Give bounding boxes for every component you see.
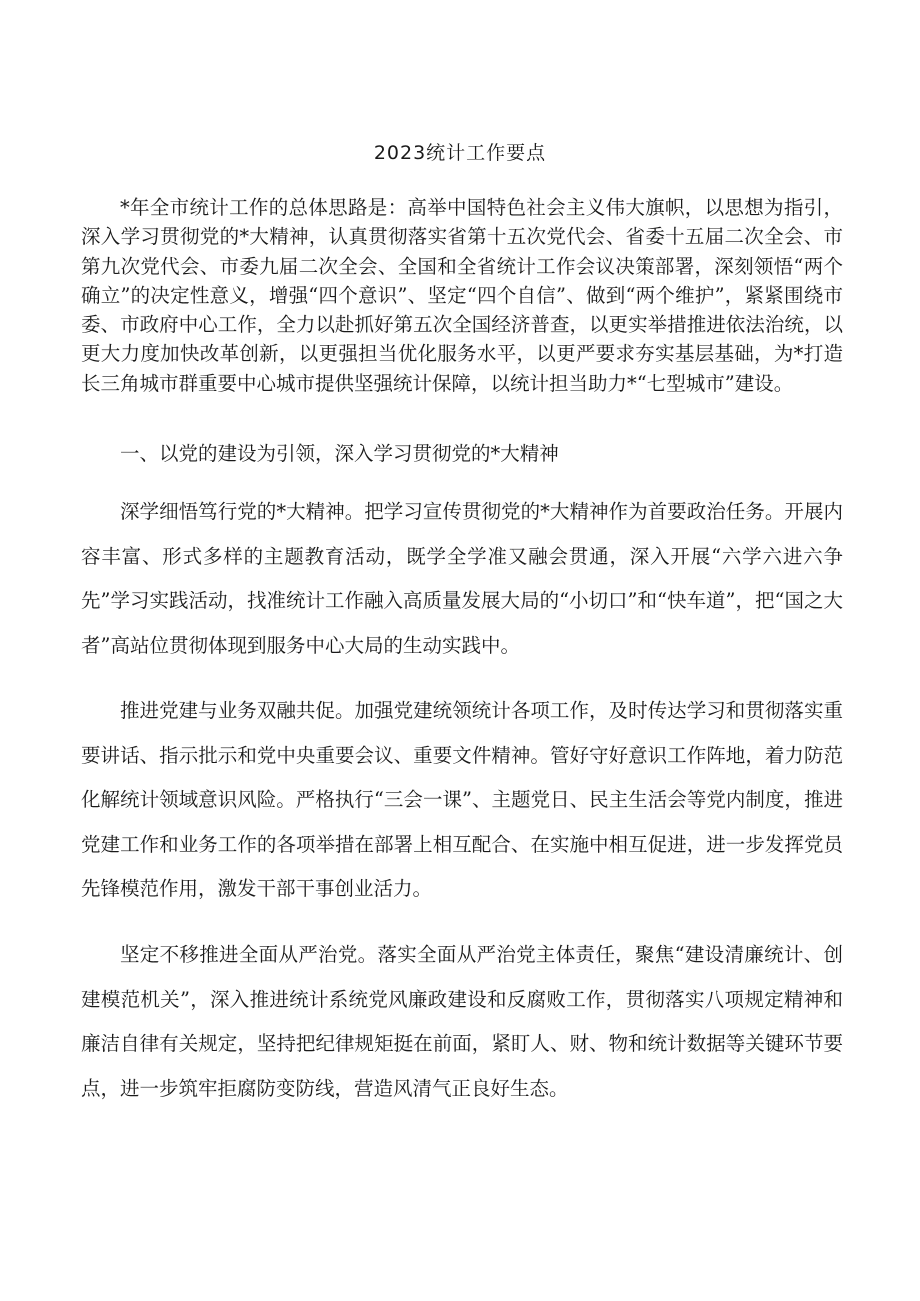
intro-paragraph: *年全市统计工作的总体思路是：高举中国特色社会主义伟大旗帜，以思想为指引，深入学习贯彻党的*大精神，认真贯彻落实省第十五次党代会、省委十五届二次全会、市第九次党代会、市委九届二次全会、全国和全省统计工作会议决策部署，深刻领悟“两个确立”的决定性意义，增强“四个意识”、坚定“四个自信”、做到“两个维护”，紧紧围绕市委、市政府中心工作，全力以赴抓好第五次全国经济普查，以更实举措推进依法治统，以更大力度加快改革创新，以更强担当优化服务水平，以更严要求夯实基层基础，为*打造长三角城市群重要中心城市提供坚强统计保障，以统计担当助力*“七型城市”建设。 [81, 196, 843, 395]
body-paragraph-discipline: 坚定不移推进全面从严治党。落实全面从严治党主体责任，聚焦“建设清廉统计、创建模范机关”，深入推进统计系统党风廉政建设和反腐败工作，贯彻落实八项规定精神和廉洁自律有关规定，坚持把纪律规矩挺在前面，紧盯人、财、物和统计数据等关键环节要点，进一步筑牢拒腐防变防线，营造风清气正良好生态。 [81, 943, 843, 1100]
body-paragraph-party-building: 推进党建与业务双融共促。加强党建统领统计各项工作，及时传达学习和贯彻落实重要讲话、指示批示和党中央重要会议、重要文件精神。管好守好意识工作阵地，着力防范化解统计领域意识风险。严格执行“三会一课”、主题党日、民主生活会等党内制度，推进党建工作和业务工作的各项举措在部署上相互配合、在实施中相互促进，进一步发挥党员先锋模范作用，激发干部干事创业活力。 [81, 699, 843, 900]
section-heading: 一、以党的建设为引领，深入学习贯彻党的*大精神 [120, 442, 559, 465]
body-paragraph-study: 深学细悟笃行党的*大精神。把学习宣传贯彻党的*大精神作为首要政治任务。开展内容丰富、形式多样的主题教育活动，既学全学准又融会贯通，深入开展“六学六进六争先”学习实践活动，找准统计工作融入高质量发展大局的“小切口”和“快车道”，把“国之大者”高站位贯彻体现到服务中心大局的生动实践中。 [81, 500, 843, 657]
document-title: 2023统计工作要点 [373, 142, 547, 164]
